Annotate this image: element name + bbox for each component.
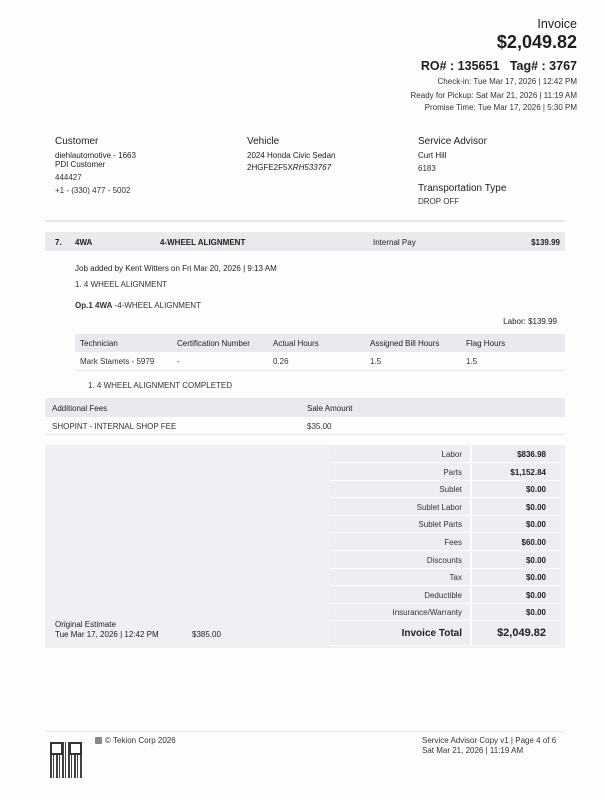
customer-id: 444427: [55, 173, 82, 182]
vin-suffix: RH533767: [292, 163, 332, 172]
customer-heading: Customer: [55, 136, 99, 147]
job-code: 4WA: [75, 238, 93, 247]
summary-label: Labor: [441, 450, 462, 459]
check-in: Check-in: Tue Mar 17, 2026 | 12:42 PM: [437, 77, 577, 86]
estimate-label: Original Estimate: [55, 620, 116, 629]
fee-amount: $35.00: [307, 422, 332, 431]
printed-date: Sat Mar 21, 2026 | 11:19 AM: [422, 746, 524, 755]
tag-number: Tag# : 3767: [509, 59, 577, 73]
tech-col-technician: Technician: [80, 339, 118, 348]
advisor-heading: Service Advisor: [418, 136, 487, 147]
summary-label: Discounts: [426, 555, 462, 565]
summary-label: Sublet Labor: [416, 502, 462, 512]
summary-value: $836.98: [517, 450, 546, 459]
summary-value: $0.00: [525, 590, 546, 600]
divider: [45, 220, 565, 222]
transport-heading: Transportation Type: [418, 183, 507, 194]
summary-value: $0.00: [525, 573, 546, 583]
vehicle-heading: Vehicle: [247, 136, 280, 147]
invoice-total-header: $2,049.82: [496, 32, 577, 52]
divider: [75, 370, 565, 371]
tech-name: Mark Stamets - 5979: [80, 357, 155, 366]
document-type: Invoice: [537, 17, 577, 31]
operation: [75, 301, 201, 310]
job-added: Job added by Kent Witters on Fri Mar 20, 2026 | 9:13 AM: [75, 264, 277, 273]
summary-label: Fees: [444, 538, 462, 547]
summary-label: Sublet: [439, 485, 462, 495]
job-concern: 1. 4 WHEEL ALIGNMENT: [75, 280, 168, 289]
tech-flag-hours: 1.5: [466, 357, 478, 366]
customer-name: diehlautomotive - 1663: [55, 151, 136, 160]
divider: [45, 434, 565, 435]
promise-time: Promise Time: Tue Mar 17, 2026 | 5:30 PM: [424, 103, 577, 112]
tech-certification: -: [177, 357, 180, 366]
fee-name: SHOPINT - INTERNAL SHOP FEE: [52, 422, 177, 431]
summary-row: [330, 587, 560, 604]
summary-value: $1,152.84: [510, 467, 546, 477]
summary-row: [330, 446, 560, 463]
tech-actual-hours: 0.26: [273, 357, 289, 366]
customer-type: PDI Customer: [55, 160, 106, 169]
summary-value: $0.00: [525, 502, 546, 512]
summary-row: [330, 516, 560, 533]
advisor-id: 6183: [418, 164, 436, 173]
job-amount: $139.99: [531, 238, 560, 247]
tech-col-assigned-hours: Assigned Bill Hours: [370, 339, 440, 348]
tech-col-certification: Certification Number: [177, 339, 250, 348]
estimate-amount: $385.00: [192, 630, 221, 639]
job-number: 7.: [55, 238, 62, 247]
copyright: © Tekion Corp 2026: [105, 736, 176, 745]
tekion-logo-icon: [95, 737, 102, 744]
fees-col-amount: Sale Amount: [307, 404, 353, 413]
job-completed: 1. 4 WHEEL ALIGNMENT COMPLETED: [88, 381, 233, 390]
operation-desc: -4-WHEEL ALIGNMENT: [112, 301, 201, 310]
summary-row: [330, 569, 560, 586]
summary-row: [330, 604, 560, 621]
qr-code: [50, 742, 82, 778]
invoice-total-label: Invoice Total: [401, 628, 462, 639]
summary-value: $60.00: [521, 538, 546, 547]
ready-for-pickup: Ready for Pickup: Sat Mar 21, 2026 | 11:19 AM: [410, 91, 577, 100]
tech-col-flag-hours: Flag Hours: [466, 339, 506, 348]
vehicle-model: 2024 Honda Civic Sedan: [247, 151, 336, 160]
summary-value: $0.00: [525, 555, 546, 565]
divider: [45, 731, 565, 732]
summary-label: Insurance/Warranty: [392, 608, 462, 618]
summary-label: Sublet Parts: [418, 520, 462, 530]
summary-row: [330, 481, 560, 498]
vehicle-vin: [247, 163, 331, 172]
estimate-date: Tue Mar 17, 2026 | 12:42 PM: [55, 630, 159, 639]
invoice-total-value: $2,049.82: [497, 627, 546, 639]
summary-label: Parts: [443, 467, 462, 477]
summary-label: Deductible: [424, 590, 462, 600]
summary-row: [330, 464, 560, 481]
tech-assigned-hours: 1.5: [370, 357, 382, 366]
summary-value: $0.00: [525, 608, 546, 618]
transport-type: DROP OFF: [418, 197, 460, 206]
ro-number: RO# : 135651: [420, 59, 500, 73]
job-header-row: [45, 232, 565, 251]
summary-row: [330, 499, 560, 516]
job-title: 4-WHEEL ALIGNMENT: [160, 238, 246, 247]
customer-phone: +1 - (330) 477 - 5002: [55, 186, 131, 195]
advisor-name: Curt Hill: [418, 151, 447, 160]
operation-code: Op.1 4WA: [75, 301, 113, 310]
job-pay-type: Internal Pay: [373, 238, 416, 247]
summary-value: $0.00: [525, 485, 546, 495]
summary-total-row: [330, 622, 560, 646]
vin-prefix: 2HGFE2F5X: [247, 163, 293, 172]
summary-value: $0.00: [525, 520, 546, 530]
fees-col-name: Additional Fees: [52, 404, 108, 413]
copy-page-info: Service Advisor Copy v1 | Page 4 of 6: [422, 736, 557, 745]
labor-amount: Labor: $139.99: [503, 317, 557, 326]
tech-col-actual-hours: Actual Hours: [273, 339, 319, 348]
summary-row: [330, 552, 560, 569]
summary-label: Tax: [449, 573, 462, 583]
fees-header-row: [45, 398, 565, 417]
ro-tag-line: [421, 59, 577, 73]
summary-row: [330, 534, 560, 551]
